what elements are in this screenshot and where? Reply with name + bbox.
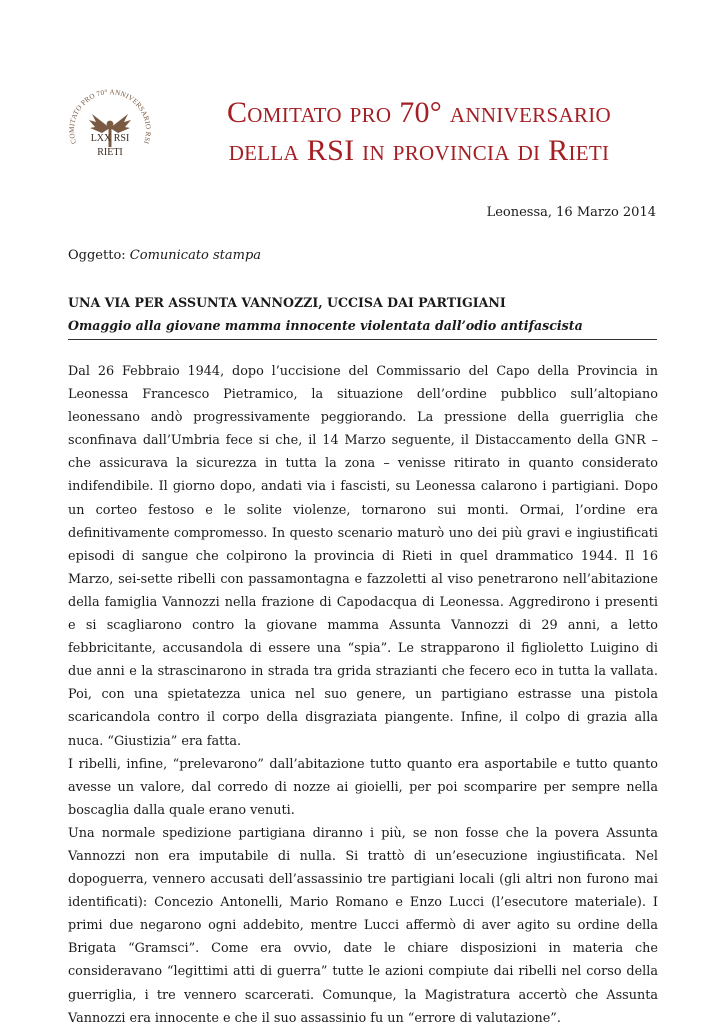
committee-logo (62, 84, 158, 180)
press-headline (68, 294, 658, 334)
letter-date: Leonessa, 16 Marzo 2014 (486, 205, 656, 220)
press-release-body (68, 360, 658, 1030)
body-paragraph: Una normale spedizione partigiana diranno i più, se non fosse che la povera Assunta Vannozzi non era imputabile di nulla. Si trattò di un’esecuzione ingiustificata. Nel dopoguerra, vennero accusati dell’assassinio tre partigiani locali (gli altri non furono mai identificati): Concezio Antonelli, Mario Romano e Enzo Lucci (l’esecutore materiale). I primi due negarono ogni addebito, mentre Lucci affermò di aver agito su ordine della Brigata “Gramsci”. Come era ovvio, date le chiare disposizioni in materia che consideravano “legittimi atti di guerra” tutte le azioni compiute dai ribelli nel corso della guerriglia, i tre vennero scarcerati. Comunque, la Magistratura accertò che Assunta Vannozzi era innocente e che il suo assassinio fu un “errore di valutazione”. (68, 825, 658, 1026)
headline-title: UNA VIA PER ASSUNTA VANNOZZI, UCCISA DAI PARTIGIANI (68, 295, 506, 310)
subject-line (68, 248, 261, 264)
logo-center-text: LXX RSI (90, 133, 130, 144)
subject-value: Comunicato stampa (129, 248, 262, 263)
title-line-2: della RSI in provincia di Rieti (228, 134, 610, 167)
subject-label: Oggetto: (68, 248, 126, 263)
body-paragraph: Dal 26 Febbraio 1944, dopo l’uccisione del Commissario del Capo della Provincia in Leonessa Francesco Pietramico, la situazione dell’ordine pubblico sull’altopiano leonessano andò progressivamente peggiorando. La pressione della guerriglia che sconfinava dall’Umbria fece si che, il 14 Marzo seguente, il Distaccamento della GNR – che assicurava la sicurezza in tutta la zona – venisse ritirato in quanto considerato indifendibile. Il giorno dopo, andati via i fascisti, su Leonessa calarono i partigiani. Dopo un corteo festoso e le solite violenze, tornarono sui monti. Ormai, l’ordine era definitivamente compromesso. In questo scenario maturò uno dei più gravi e ingiustificati episodi di sangue che colpirono la provincia di Rieti in quel drammatico 1944. Il 16 Marzo, sei-sette ribelli con passamontagna e fazzoletti al viso penetrarono nell’abitazione della famiglia Vannozzi nella frazione di Capodacqua di Leonessa. Aggredirono i presenti e si scagliarono contro la giovane mamma Assunta Vannozzi di 29 anni, a letto febbricitante, accusandola di essere una “spia”. Le strapparono il figlioletto Luigino di due anni e la strascinarono in strada tra grida strazianti che fecero eco in tutta la vallata. Poi, con una spietatezza unica nel suo genere, un partigiano estrasse una pistola scaricandola contro il corpo della disgraziata piangente. Infine, il colpo di grazia alla nuca. “Giustizia” era fatta. (68, 364, 658, 749)
body-paragraph: I ribelli, infine, “prelevarono” dall’abitazione tutto quanto era asportabile e tutto quanto avesse un valore, dal corredo di nozze ai gioielli, per poi scomparire per sempre nella boscaglia dalla quale erano venuti. (68, 756, 658, 818)
committee-title (174, 94, 664, 170)
logo-bottom-text: RIETI (97, 147, 123, 158)
divider (68, 339, 657, 340)
letterhead (62, 84, 662, 184)
logo-ring-text: COMITATO PRO 70° ANNIVERSARIO RSI (67, 88, 153, 145)
headline-subtitle: Omaggio alla giovane mamma innocente violentata dall’odio antifascista (68, 318, 583, 333)
title-line-1: Comitato pro 70° anniversario (227, 96, 611, 129)
